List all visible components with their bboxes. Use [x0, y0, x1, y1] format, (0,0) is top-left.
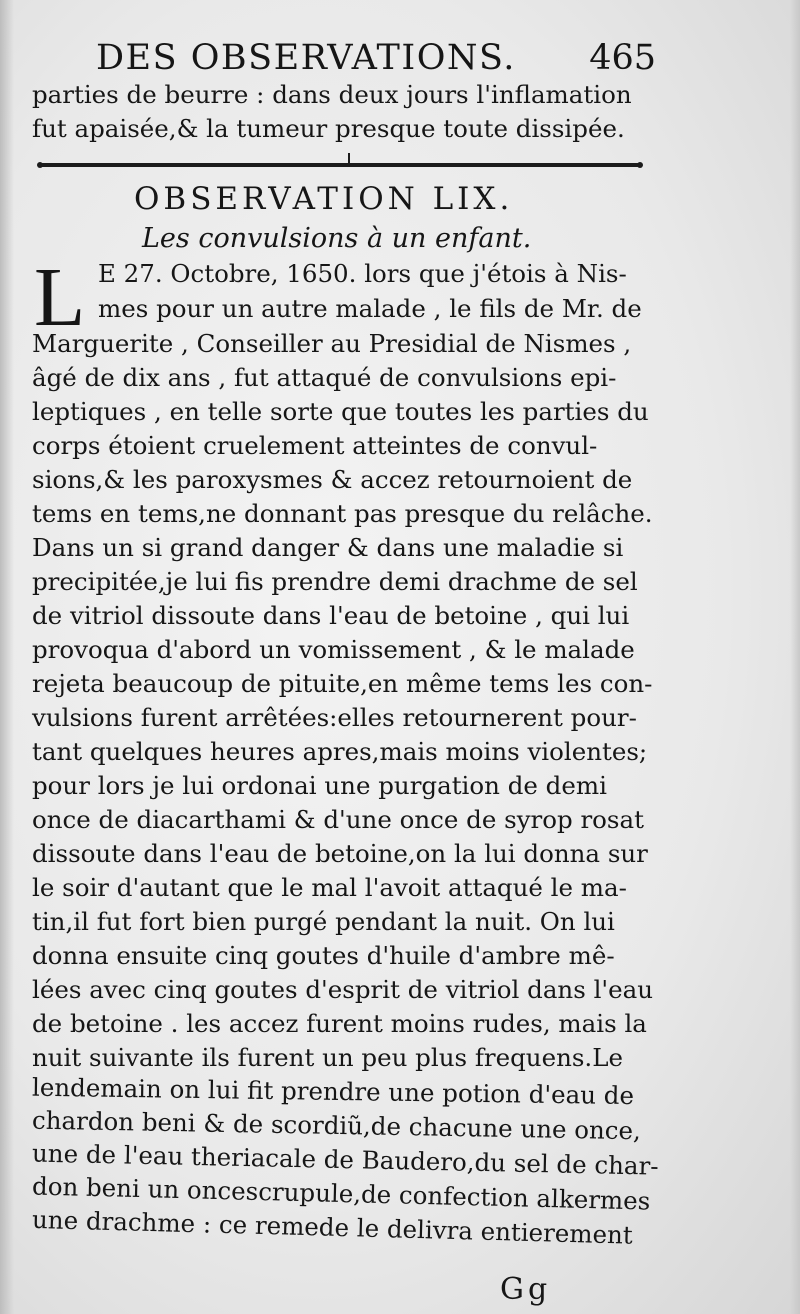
text-line: lées avec cinq goutes d'esprit de vitriol dans l'eau [32, 975, 654, 1004]
first-line: mes pour un autre malade , le fils de Mr. de [98, 294, 642, 323]
text-line: don beni un oncescrupule,de confection alkermes [31, 1171, 651, 1216]
text-line: une de l'eau theriacale de Baudero,du sel de char- [31, 1138, 659, 1181]
text-line: vulsions furent arrêtées:elles retournerent pour- [32, 703, 637, 732]
text-line: donna ensuite cinq goutes d'huile d'ambre mê- [32, 941, 615, 970]
text-line: sions,& les paroxysmes & accez retournoient de [32, 465, 633, 494]
running-head-title: DES OBSERVATIONS. [96, 38, 516, 78]
text-line: corps étoient cruelement atteintes de convul- [32, 431, 598, 460]
text-line: une drachme : ce remede le delivra entierement [31, 1204, 634, 1250]
text-line: dissoute dans l'eau de betoine,on la lui donna sur [32, 839, 648, 868]
page-edge-shadow [790, 0, 800, 1314]
text-line: le soir d'autant que le mal l'avoit attaqué le ma- [32, 873, 627, 902]
text-line: once de diacarthami & d'une once de syrop rosat [32, 805, 644, 834]
text-line: tant quelques heures apres,mais moins violentes; [32, 737, 648, 766]
text-line: leptiques , en telle sorte que toutes les parties du [32, 397, 649, 426]
text-line: precipitée,je lui fis prendre demi drachme de sel [32, 567, 638, 596]
text-line: de vitriol dissoute dans l'eau de betoine , qui lui [32, 601, 630, 630]
text-line: âgé de dix ans , fut attaqué de convulsions epi- [32, 363, 617, 392]
text-line: provoqua d'abord un vomissement , & le malade [32, 635, 635, 664]
text-line: Dans un si grand danger & dans une maladie si [32, 533, 624, 562]
text-line: Marguerite , Conseiller au Presidial de Nismes , [32, 329, 632, 358]
text-line: tems en tems,ne donnant pas presque du relâche. [32, 499, 653, 528]
text-line: pour lors je lui ordonai une purgation de demi [32, 771, 607, 800]
text-line: de betoine . les accez furent moins rudes, mais la [32, 1009, 647, 1038]
catchword-signature: Gg [500, 1272, 552, 1307]
page-gutter-shadow [0, 0, 14, 1314]
page-number: 465 [589, 38, 656, 78]
running-head [96, 34, 656, 82]
text-line: chardon beni & de scordiũ,de chacune une once, [31, 1105, 642, 1146]
first-line: E 27. Octobre, 1650. lors que j'étois à Nis- [98, 259, 627, 288]
text-line: fut apaisée,& la tumeur presque toute dissipée. [32, 114, 625, 143]
text-line: lendemain on lui fit prendre une potion d'eau de [31, 1072, 635, 1111]
text-line: tin,il fut fort bien purgé pendant la nuit. On lui [32, 907, 615, 936]
drop-cap: L [34, 251, 86, 344]
text-line: parties de beurre : dans deux jours l'inflamation [32, 80, 632, 109]
observation-subtitle: Les convulsions à un enfant. [142, 223, 532, 254]
section-divider-rule [40, 161, 640, 169]
observation-title: OBSERVATION LIX. [134, 181, 514, 217]
text-line: nuit suivante ils furent un peu plus frequens.Le [32, 1043, 623, 1072]
text-line: rejeta beaucoup de pituite,en même tems les con- [32, 669, 653, 698]
